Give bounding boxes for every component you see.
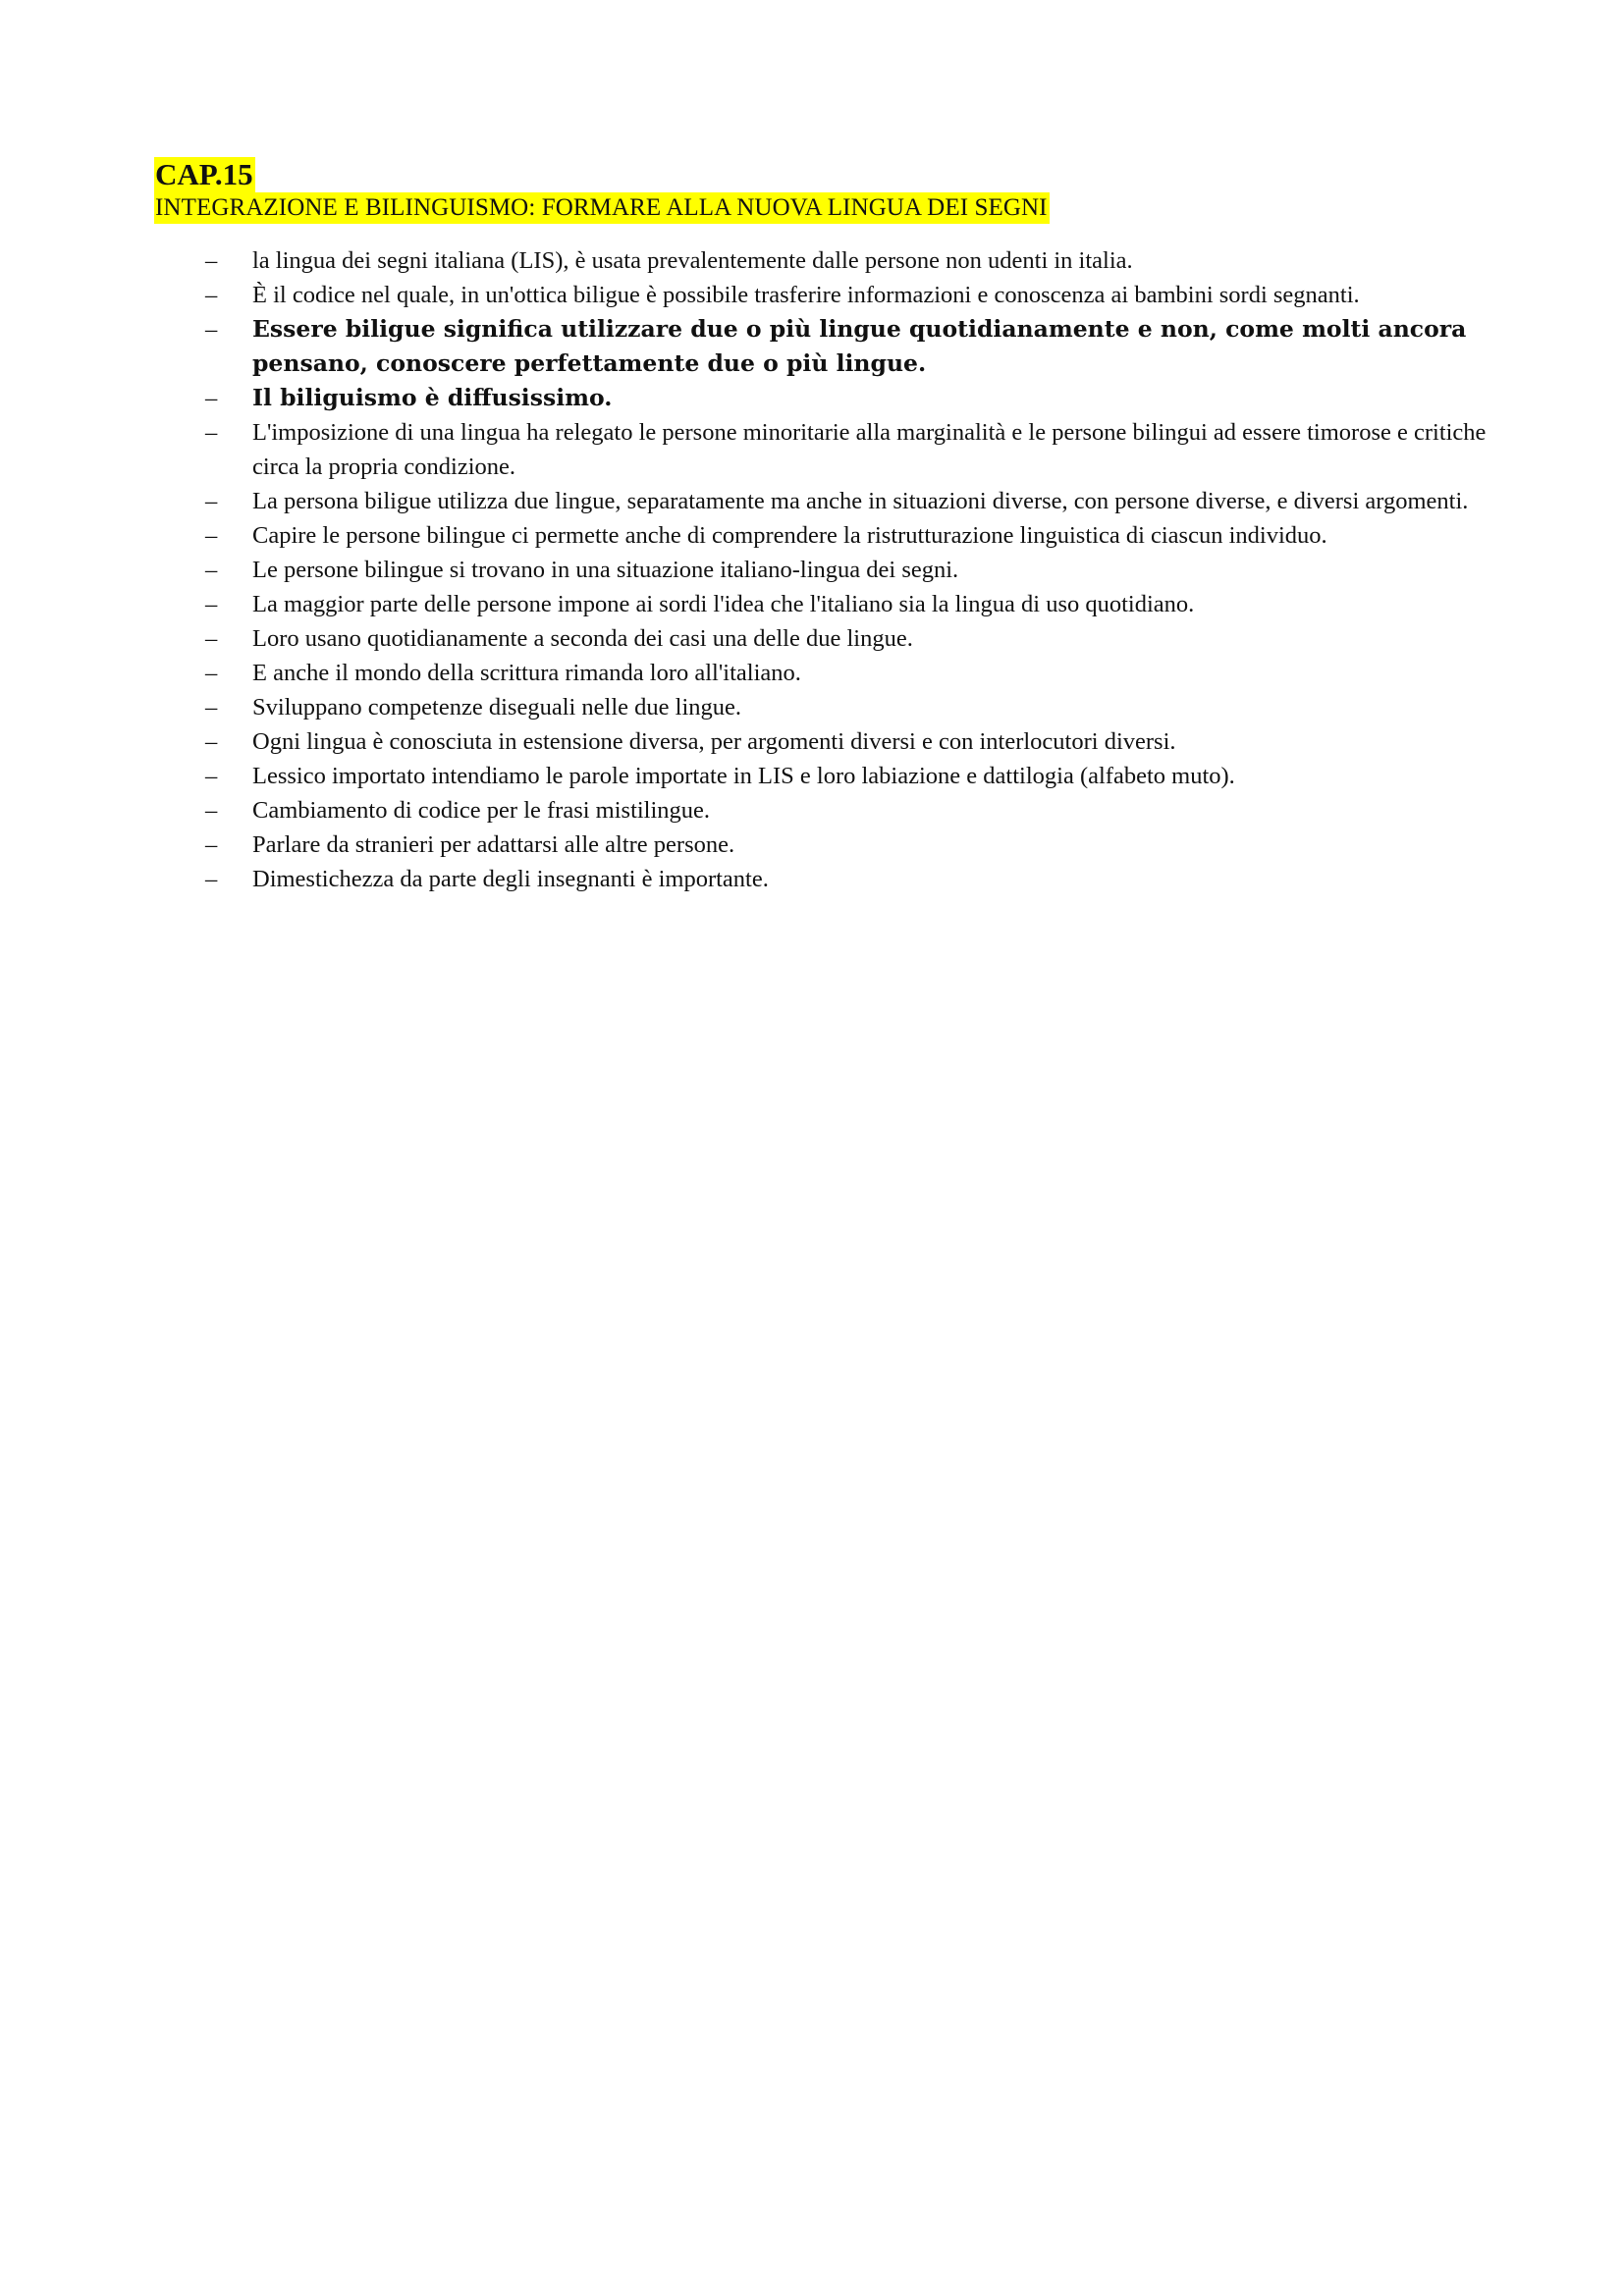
list-item	[154, 381, 1489, 415]
dash-bullet-icon: –	[205, 488, 218, 514]
dash-bullet-icon: –	[205, 282, 218, 308]
list-item	[154, 312, 1489, 381]
chapter-heading-line	[154, 157, 1489, 192]
list-item	[154, 553, 1489, 587]
dash-bullet-icon: –	[205, 316, 218, 343]
page-content	[154, 157, 1489, 896]
list-item-text: Ogni lingua è conosciuta in estensione diversa, per argomenti diversi e con interlocutori diversi.	[252, 728, 1176, 755]
list-item	[154, 656, 1489, 690]
list-item-text: la lingua dei segni italiana (LIS), è usata prevalentemente dalle persone non udenti in italia.	[252, 247, 1133, 274]
list-item-text: La persona biligue utilizza due lingue, separatamente ma anche in situazioni diverse, con persone diverse, e diversi argomenti.	[252, 488, 1469, 514]
list-item-text: E anche il mondo della scrittura rimanda loro all'italiano.	[252, 660, 801, 686]
list-item	[154, 724, 1489, 759]
list-item-text: La maggior parte delle persone impone ai sordi l'idea che l'italiano sia la lingua di uso quotidiano.	[252, 591, 1195, 617]
list-item-text: Dimestichezza da parte degli insegnanti è importante.	[252, 866, 769, 892]
dash-bullet-icon: –	[205, 660, 218, 686]
dash-bullet-icon: –	[205, 385, 218, 411]
dash-bullet-icon: –	[205, 694, 218, 721]
list-item	[154, 828, 1489, 862]
list-item	[154, 484, 1489, 518]
list-item	[154, 518, 1489, 553]
list-item-text: Essere biligue significa utilizzare due o più lingue quotidianamente e non, come molti ancora pensano, conoscere perfettamente due o più lingue.	[252, 315, 1467, 377]
list-item	[154, 793, 1489, 828]
bullet-list	[154, 243, 1489, 896]
dash-bullet-icon: –	[205, 591, 218, 617]
dash-bullet-icon: –	[205, 557, 218, 583]
dash-bullet-icon: –	[205, 625, 218, 652]
list-item	[154, 759, 1489, 793]
list-item	[154, 621, 1489, 656]
list-item	[154, 862, 1489, 896]
list-item	[154, 690, 1489, 724]
dash-bullet-icon: –	[205, 763, 218, 789]
dash-bullet-icon: –	[205, 797, 218, 824]
list-item	[154, 587, 1489, 621]
list-item-text: Sviluppano competenze diseguali nelle due lingue.	[252, 694, 742, 721]
chapter-title: CAP.15	[155, 157, 253, 191]
list-item-text: Lessico importato intendiamo le parole importate in LIS e loro labiazione e dattilogia (alfabeto muto).	[252, 763, 1235, 789]
list-item	[154, 278, 1489, 312]
list-item-text: Capire le persone bilingue ci permette anche di comprendere la ristrutturazione linguistica di ciascun individuo.	[252, 522, 1327, 549]
dash-bullet-icon: –	[205, 728, 218, 755]
chapter-subtitle: INTEGRAZIONE E BILINGUISMO: FORMARE ALLA NUOVA LINGUA DEI SEGNI	[154, 192, 1050, 224]
list-item-text: Le persone bilingue si trovano in una situazione italiano-lingua dei segni.	[252, 557, 959, 583]
dash-bullet-icon: –	[205, 247, 218, 274]
list-item-text: Loro usano quotidianamente a seconda dei casi una delle due lingue.	[252, 625, 913, 652]
subtitle-line	[154, 192, 1489, 224]
list-item	[154, 415, 1489, 484]
list-item-text: È il codice nel quale, in un'ottica biligue è possibile trasferire informazioni e conoscenza ai bambini sordi segnanti.	[252, 282, 1360, 308]
list-item-text: Il biliguismo è diffusissimo.	[252, 384, 613, 411]
dash-bullet-icon: –	[205, 419, 218, 446]
list-item-text: Cambiamento di codice per le frasi mistilingue.	[252, 797, 711, 824]
dash-bullet-icon: –	[205, 866, 218, 892]
dash-bullet-icon: –	[205, 522, 218, 549]
list-item-text: L'imposizione di una lingua ha relegato le persone minoritarie alla marginalità e le persone bilingui ad essere timorose e critiche circa la propria condizione.	[252, 419, 1487, 480]
list-item-text: Parlare da stranieri per adattarsi alle altre persone.	[252, 831, 735, 858]
list-item	[154, 243, 1489, 278]
dash-bullet-icon: –	[205, 831, 218, 858]
